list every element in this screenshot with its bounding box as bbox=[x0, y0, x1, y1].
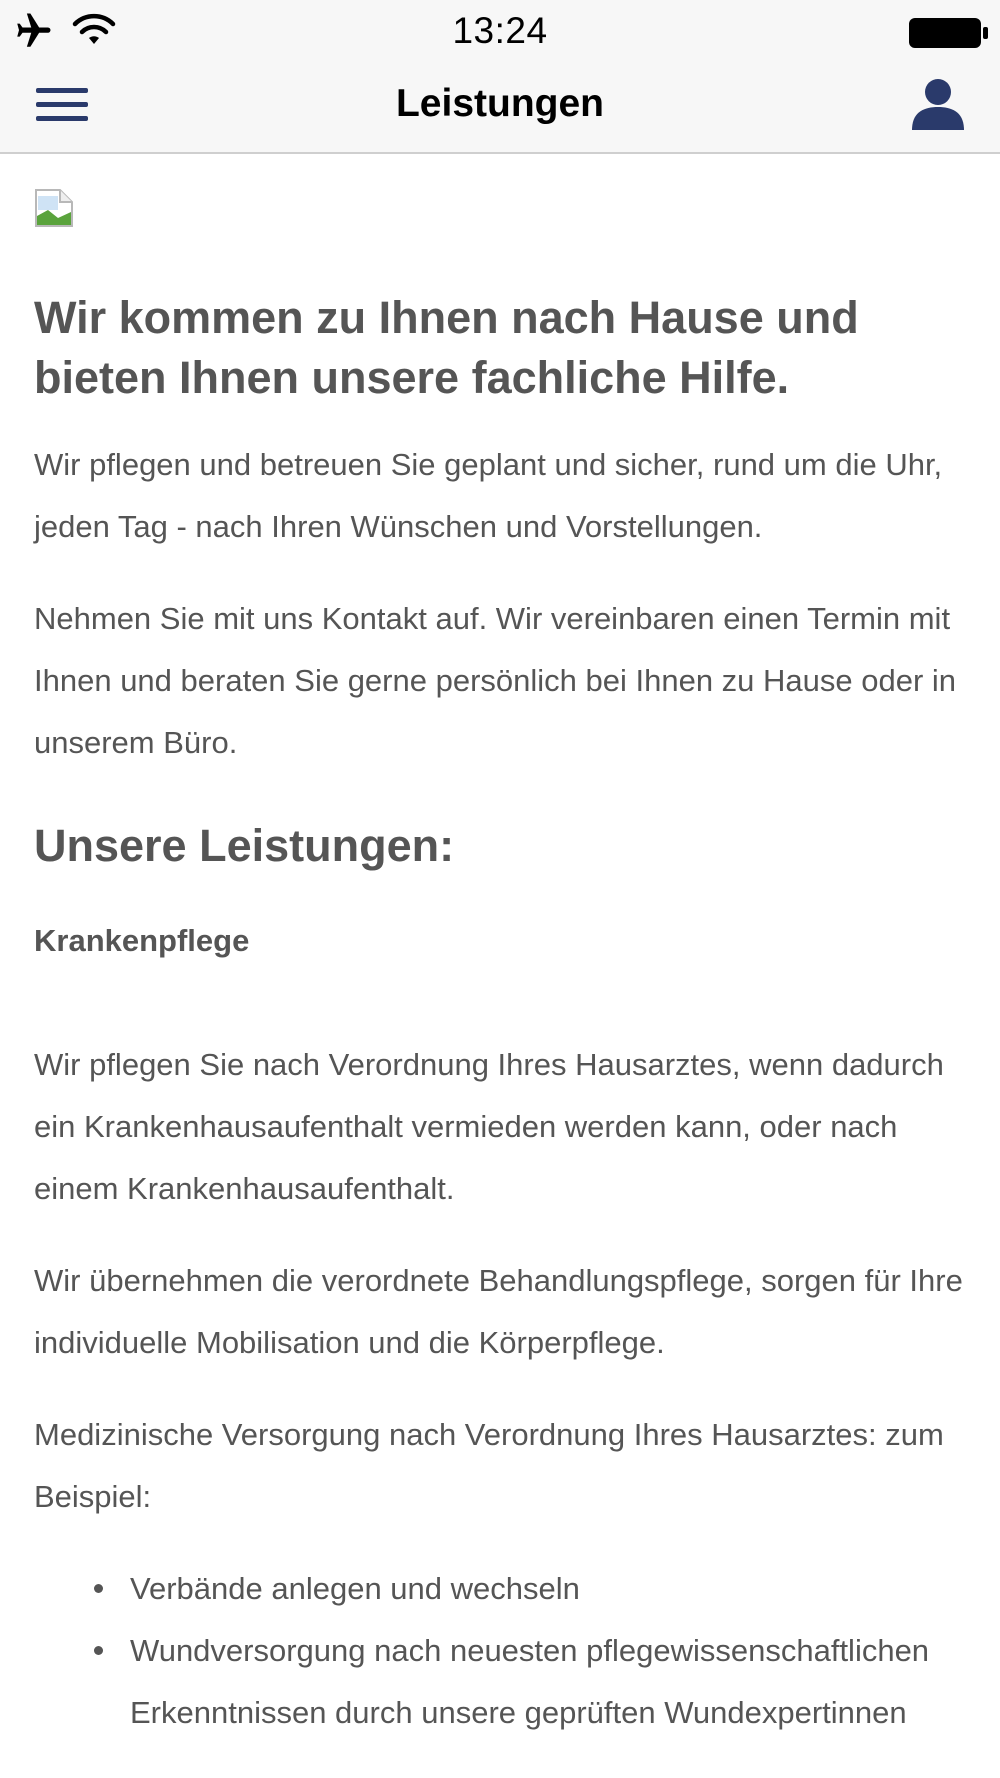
intro-heading: Wir kommen zu Ihnen nach Hause und bieten Ihnen unsere fachliche Hilfe. bbox=[34, 292, 859, 403]
page-title: Leistungen bbox=[395, 82, 604, 125]
services-heading: Unsere Leistungen: bbox=[34, 820, 455, 871]
service-title: Krankenpflege bbox=[34, 923, 250, 958]
list-item-text: Verbände anlegen und wechseln bbox=[130, 1571, 580, 1606]
bullet-icon bbox=[94, 1646, 103, 1655]
list-item bbox=[130, 1558, 970, 1620]
intro-paragraph: Wir pflegen und betreuen Sie geplant und sicher, rund um die Uhr, jeden Tag - nach Ihren Wünschen und Vorstellungen. bbox=[34, 447, 943, 544]
list-item bbox=[130, 1620, 970, 1744]
status-bar bbox=[0, 0, 1000, 64]
user-icon[interactable] bbox=[906, 72, 970, 136]
bullet-icon bbox=[94, 1584, 103, 1593]
contact-paragraph: Nehmen Sie mit uns Kontakt auf. Wir vereinbaren einen Termin mit Ihnen und beraten Sie gerne persönlich bei Ihnen zu Hause oder in unserem Büro. bbox=[34, 601, 957, 760]
broken-image-icon bbox=[34, 188, 74, 228]
service-paragraph: Wir übernehmen die verordnete Behandlungspflege, sorgen für Ihre individuelle Mobilisation und die Körperpflege. bbox=[34, 1263, 963, 1360]
list-item-text: Wundversorgung nach neuesten pflegewissenschaftlichen Erkenntnissen durch unsere geprüften Wundexpertinnen bbox=[130, 1633, 930, 1730]
status-time: 13:24 bbox=[452, 10, 548, 51]
service-list bbox=[130, 1558, 970, 1744]
service-paragraph: Wir pflegen Sie nach Verordnung Ihres Hausarztes, wenn dadurch ein Krankenhausaufenthalt vermieden werden kann, oder nach einem Krankenhausaufenthalt. bbox=[34, 1047, 944, 1206]
service-paragraph: Medizinische Versorgung nach Verordnung Ihres Hausarztes: zum Beispiel: bbox=[34, 1417, 944, 1514]
battery-icon bbox=[908, 16, 990, 50]
navigation-bar bbox=[0, 64, 1000, 154]
